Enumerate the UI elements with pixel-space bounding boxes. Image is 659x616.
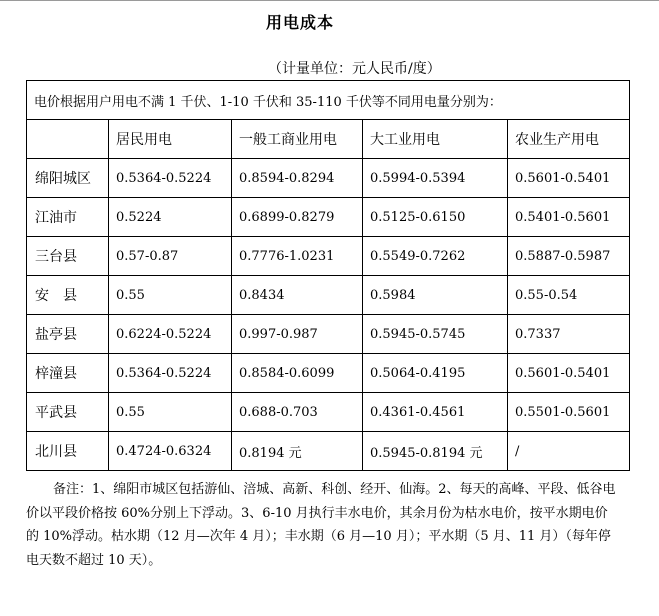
industrial-price-cell: 0.5984	[363, 276, 508, 315]
table-row	[27, 237, 630, 276]
residential-price-cell: 0.55	[109, 393, 232, 432]
agricultural-price-cell: 0.7337	[508, 315, 630, 354]
commercial-price-cell: 0.7776-1.0231	[232, 237, 363, 276]
table-row	[27, 432, 630, 471]
industrial-price-cell: 0.5064-0.4195	[363, 354, 508, 393]
agricultural-price-cell: 0.5601-0.5401	[508, 159, 630, 198]
commercial-price-cell: 0.8194 元	[232, 432, 363, 471]
residential-price-cell: 0.55	[109, 276, 232, 315]
agricultural-price-cell: 0.5887-0.5987	[508, 237, 630, 276]
table-row	[27, 315, 630, 354]
region-cell: 平武县	[27, 393, 109, 432]
region-cell: 江油市	[27, 198, 109, 237]
region-cell: 北川县	[27, 432, 109, 471]
industrial-price-cell: 0.5945-0.8194 元	[363, 432, 508, 471]
region-cell: 三台县	[27, 237, 109, 276]
commercial-price-cell: 0.997-0.987	[232, 315, 363, 354]
table-row	[27, 393, 630, 432]
commercial-price-cell: 0.8594-0.8294	[232, 159, 363, 198]
commercial-price-cell: 0.688-0.703	[232, 393, 363, 432]
region-cell: 梓潼县	[27, 354, 109, 393]
industrial-price-cell: 0.5994-0.5394	[363, 159, 508, 198]
agricultural-price-cell: 0.5501-0.5601	[508, 393, 630, 432]
agricultural-price-cell: 0.55-0.54	[508, 276, 630, 315]
industrial-price-cell: 0.5945-0.5745	[363, 315, 508, 354]
electricity-cost-table	[26, 80, 630, 471]
header-agricultural: 农业生产用电	[508, 120, 630, 159]
top-border	[0, 0, 659, 1]
agricultural-price-cell: 0.5401-0.5601	[508, 198, 630, 237]
unit-caption: （计量单位：元人民币/度）	[268, 61, 441, 77]
header-cell-empty	[27, 120, 109, 159]
agricultural-price-cell: /	[508, 432, 630, 471]
residential-price-cell: 0.4724-0.6324	[109, 432, 232, 471]
header-residential: 居民用电	[109, 120, 232, 159]
table-row	[27, 198, 630, 237]
table-header-row	[27, 120, 630, 159]
industrial-price-cell: 0.5549-0.7262	[363, 237, 508, 276]
commercial-price-cell: 0.8584-0.6099	[232, 354, 363, 393]
table-intro-row	[27, 81, 630, 120]
region-cell: 盐亭县	[27, 315, 109, 354]
commercial-price-cell: 0.8434	[232, 276, 363, 315]
remarks-paragraph: 备注：1、绵阳市城区包括游仙、涪城、高新、科创、经开、仙海。2、每天的高峰、平段、低谷电价以平段价格按 60%分别上下浮动。3、6-10 月执行丰水电价，其余月份为枯水电价，按平水期电价的 10%浮动。枯水期（12 月—次年 4 月）；丰水期（6 月—10 月）；平水期（5 月、11 月）（每年停电天数不超过 10 天）。	[26, 482, 616, 568]
industrial-price-cell: 0.5125-0.6150	[363, 198, 508, 237]
page-title: 用电成本	[265, 13, 334, 32]
residential-price-cell: 0.5224	[109, 198, 232, 237]
commercial-price-cell: 0.6899-0.8279	[232, 198, 363, 237]
residential-price-cell: 0.5364-0.5224	[109, 354, 232, 393]
table-row	[27, 354, 630, 393]
residential-price-cell: 0.5364-0.5224	[109, 159, 232, 198]
residential-price-cell: 0.6224-0.5224	[109, 315, 232, 354]
region-cell: 安 县	[27, 276, 109, 315]
table-row	[27, 159, 630, 198]
agricultural-price-cell: 0.5601-0.5401	[508, 354, 630, 393]
table-row	[27, 276, 630, 315]
header-industrial: 大工业用电	[363, 120, 508, 159]
header-commercial: 一般工商业用电	[232, 120, 363, 159]
table-intro-text: 电价根据用户用电不满 1 千伏、1-10 千伏和 35-110 千伏等不同用电量分别为：	[27, 81, 630, 120]
region-cell: 绵阳城区	[27, 159, 109, 198]
residential-price-cell: 0.57-0.87	[109, 237, 232, 276]
industrial-price-cell: 0.4361-0.4561	[363, 393, 508, 432]
